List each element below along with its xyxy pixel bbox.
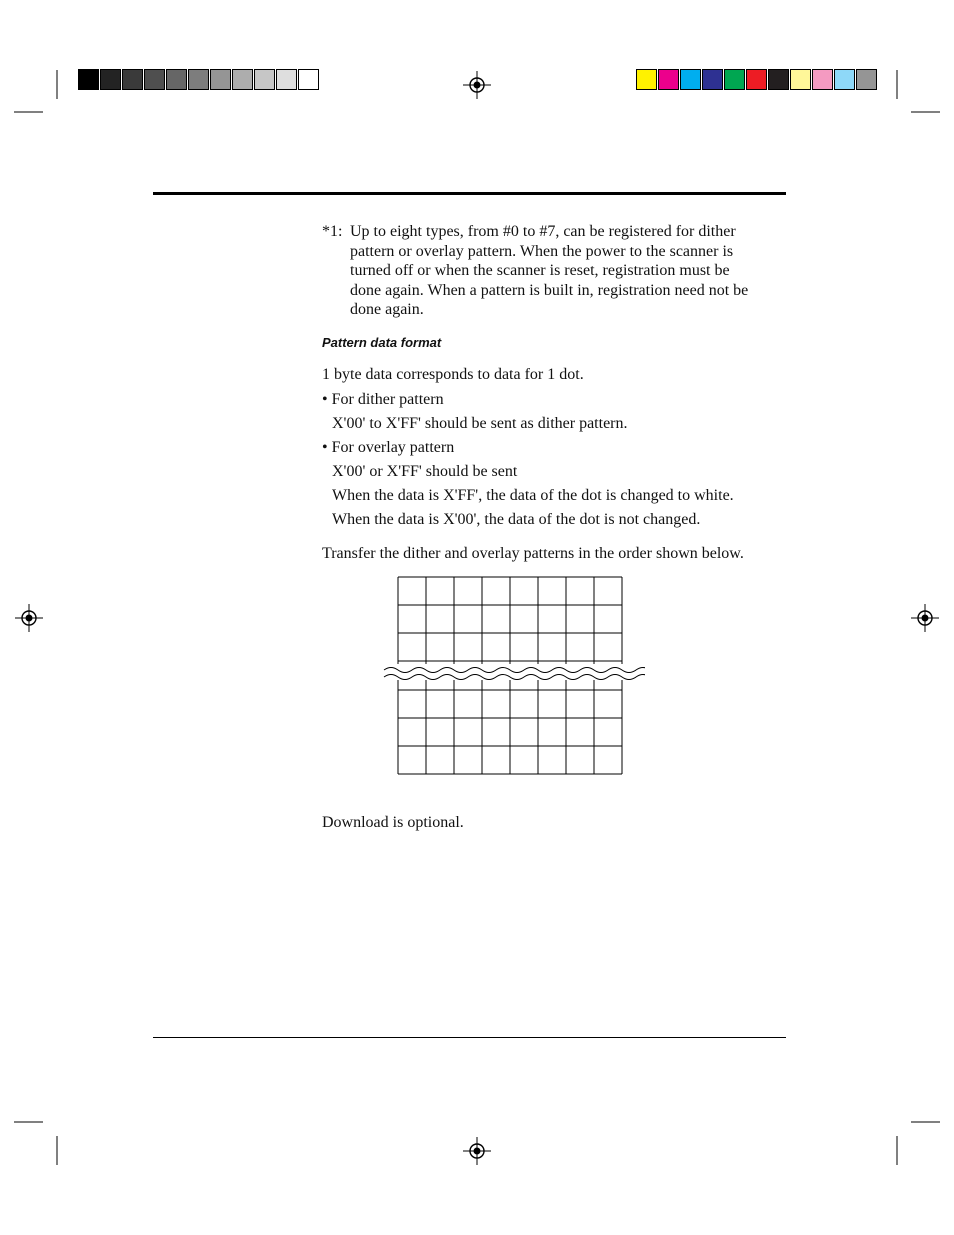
- footnote-text: [350, 222, 790, 320]
- transfer-order-diagram: [380, 572, 645, 782]
- bullet-overlay: • For overlay pattern: [322, 439, 455, 456]
- footnote-line: done again.: [350, 301, 424, 319]
- bullet-overlay-detail-3: When the data is X'00', the data of the dot is not changed.: [332, 511, 701, 528]
- bullet-dither-detail: X'00' to X'FF' should be sent as dither pattern.: [332, 415, 628, 432]
- bullet-overlay-detail-1: X'00' or X'FF' should be sent: [332, 463, 518, 480]
- transfer-text: Transfer the dither and overlay patterns in the order shown below.: [322, 545, 744, 562]
- break-line-lower: [384, 675, 645, 680]
- registration-mark-right: [910, 603, 940, 633]
- break-line-upper: [384, 668, 645, 673]
- footnote-line: done again. When a pattern is built in, registration need not be: [350, 281, 749, 299]
- bullet-dither: • For dither pattern: [322, 391, 444, 408]
- registration-mark-top: [462, 70, 492, 100]
- footnote-line: Up to eight types, from #0 to #7, can be registered for dither: [350, 223, 736, 240]
- bullet-overlay-detail-2: When the data is X'FF', the data of the dot is changed to white.: [332, 487, 734, 504]
- registration-mark-bottom: [462, 1136, 492, 1166]
- registration-mark-left: [14, 603, 44, 633]
- header-rule: [153, 192, 786, 195]
- download-text: Download is optional.: [322, 814, 464, 831]
- body-line: 1 byte data corresponds to data for 1 dot.: [322, 366, 584, 383]
- footer-rule: [153, 1037, 786, 1038]
- section-heading: Pattern data format: [322, 335, 442, 350]
- footnote-line: pattern or overlay pattern. When the power to the scanner is: [350, 242, 734, 260]
- footnote-marker: *1:: [322, 223, 343, 240]
- footnote-line: turned off or when the scanner is reset, registration must be: [350, 262, 730, 280]
